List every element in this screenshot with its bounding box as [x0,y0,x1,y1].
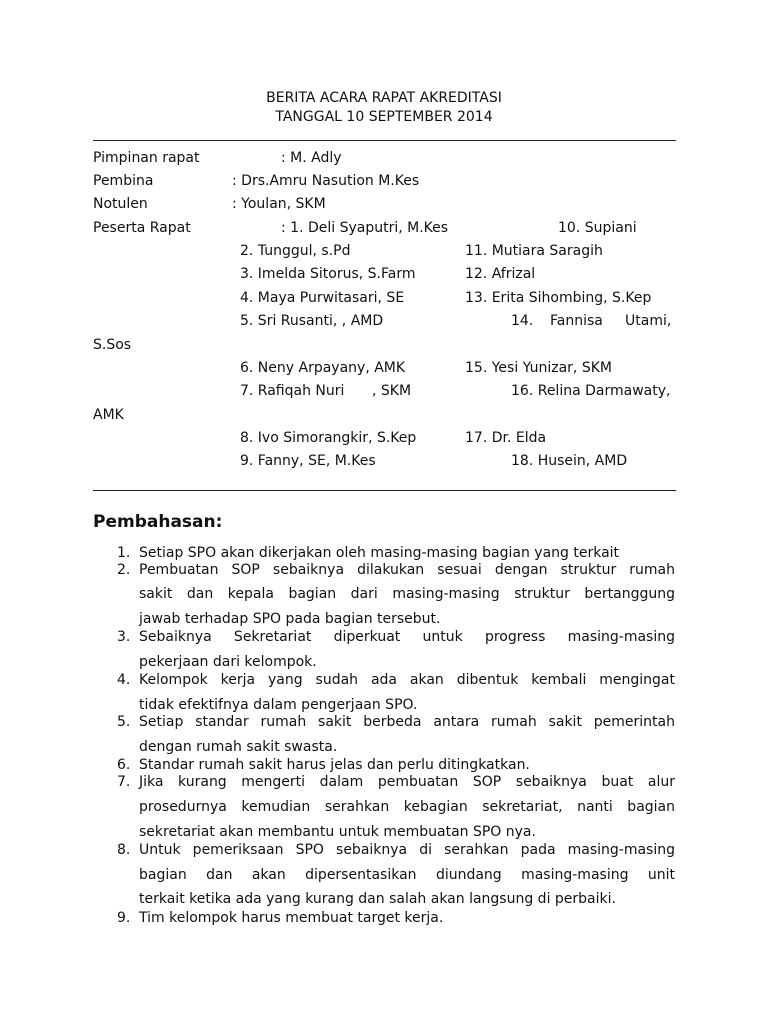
list-item-line: Setiap standar rumah sakit berbeda antara rumah sakit pemerintah [139,714,675,730]
participant: 4. Maya Purwitasari, SE [240,290,405,306]
pembina-label: Pembina [93,173,154,189]
participant-continued: S.Sos [93,337,132,353]
list-item-number: 2. [117,562,131,578]
list-item-line: prosedurnya kemudian serahkan kebagian sekretariat, nanti bagian [139,799,675,815]
participant: 9. Fanny, SE, M.Kes [240,453,376,469]
list-item-line: sekretariat akan membantu untuk membuatan SPO nya. [139,824,536,840]
list-item-number: 8. [117,842,131,858]
section-heading: Pembahasan: [93,512,223,532]
list-item-number: 3. [117,629,131,645]
participant: 6. Neny Arpayany, AMK [240,360,406,376]
participant-number: 14. [511,313,534,329]
participant: 5. Sri Rusanti, , AMD [240,313,384,329]
divider-bottom [93,490,676,491]
list-item-number: 5. [117,714,131,730]
participant: 3. Imelda Sitorus, S.Farm [240,266,416,282]
list-item-line: Jika kurang mengerti dalam pembuatan SOP sebaiknya buat alur [139,774,675,790]
participant: 18. Husein, AMD [511,453,628,469]
participant: 12. Afrizal [465,266,536,282]
participant: Fannisa [550,313,603,329]
pembina-value: : Drs.Amru Nasution M.Kes [232,173,420,189]
document-title: BERITA ACARA RAPAT AKREDITASI [266,90,502,106]
list-item-line: bagian dan akan dipersentasikan diundang masing-masing unit [139,867,675,883]
list-item-number: 6. [117,757,131,773]
notulen-value: : Youlan, SKM [232,196,326,212]
list-item-line: terkait ketika ada yang kurang dan salah akan langsung di perbaiki. [139,891,616,907]
list-item-number: 1. [117,545,131,561]
list-item-line: Sebaiknya Sekretariat diperkuat untuk progress masing-masing [139,629,675,645]
list-item-line: sakit dan kepala bagian dari masing-masing struktur bertanggung [139,586,675,602]
list-item-line: Setiap SPO akan dikerjakan oleh masing-masing bagian yang terkait [139,545,620,561]
participant: 11. Mutiara Saragih [465,243,603,259]
list-item-number: 4. [117,672,131,688]
participant: 15. Yesi Yunizar, SKM [465,360,612,376]
participant: 17. Dr. Elda [465,430,547,446]
participant: : 1. Deli Syaputri, M.Kes [281,220,449,236]
participant: 8. Ivo Simorangkir, S.Kep [240,430,417,446]
list-item-line: Untuk pemeriksaan SPO sebaiknya di serahkan pada masing-masing [139,842,675,858]
participant: 2. Tunggul, s.Pd [240,243,351,259]
list-item-line: Kelompok kerja yang sudah ada akan dibentuk kembali mengingat [139,672,675,688]
list-item-line: Pembuatan SOP sebaiknya dilakukan sesuai dengan struktur rumah [139,562,675,578]
divider-top [93,140,676,141]
document-date: TANGGAL 10 SEPTEMBER 2014 [275,109,493,125]
participant: 16. Relina Darmawaty, [511,383,671,399]
list-item-line: dengan rumah sakit swasta. [139,739,338,755]
participant: , SKM [372,383,412,399]
pimpinan-value: : M. Adly [281,150,342,166]
list-item-number: 9. [117,910,131,926]
list-item-line: Standar rumah sakit harus jelas dan perlu ditingkatkan. [139,757,530,773]
list-item-line: jawab terhadap SPO pada bagian tersebut. [139,611,441,627]
participant: 7. Rafiqah Nuri [240,383,345,399]
list-item-line: pekerjaan dari kelompok. [139,654,317,670]
peserta-label: Peserta Rapat [93,220,191,236]
notulen-label: Notulen [93,196,148,212]
list-item-number: 7. [117,774,131,790]
list-item-line: tidak efektifnya dalam pengerjaan SPO. [139,697,418,713]
pimpinan-label: Pimpinan rapat [93,150,200,166]
participant: 13. Erita Sihombing, S.Kep [465,290,652,306]
participant: Utami, [625,313,672,329]
list-item-line: Tim kelompok harus membuat target kerja. [139,910,444,926]
participant-continued: AMK [93,407,124,423]
participant: 10. Supiani [558,220,637,236]
